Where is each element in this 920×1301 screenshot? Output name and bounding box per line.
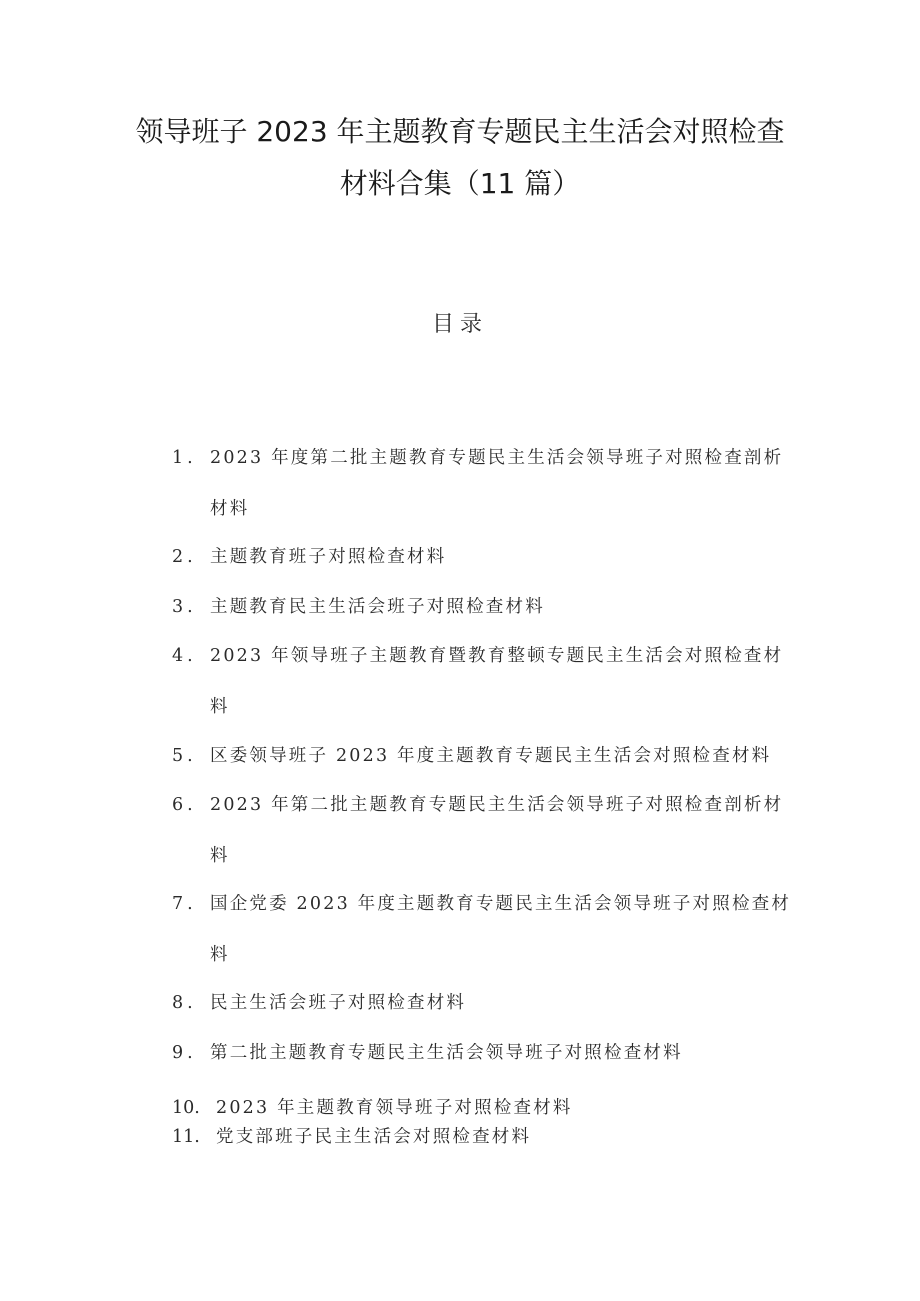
toc-item-number: 4.: [172, 646, 197, 666]
toc-item-text: 2023 年主题教育领导班子对照检查材料: [216, 1098, 573, 1118]
toc-item-text-continued: 料: [210, 846, 230, 866]
toc-item-2: [172, 546, 792, 568]
toc-item-text: 主题教育班子对照检查材料: [210, 547, 447, 567]
toc-item-number: 10.: [172, 1098, 200, 1118]
toc-item-number: 11.: [172, 1127, 200, 1147]
toc-item-text-continued: 材料: [210, 499, 250, 519]
toc-item-number: 8.: [172, 993, 197, 1013]
toc-item-11: [172, 1126, 792, 1148]
toc-item-text: 党支部班子民主生活会对照检查材料: [216, 1127, 532, 1147]
toc-item-text: 民主生活会班子对照检查材料: [210, 993, 467, 1013]
toc-item-number: 6.: [172, 795, 197, 815]
toc-item-7: [172, 893, 792, 966]
toc-item-4: [172, 645, 792, 718]
toc-item-9: [172, 1042, 792, 1064]
toc-item-text: 国企党委 2023 年度主题教育专题民主生活会领导班子对照检查材: [210, 894, 792, 914]
toc-item-number: 1.: [172, 448, 197, 468]
toc-item-text-continued: 料: [210, 697, 230, 717]
toc-item-number: 2.: [172, 547, 197, 567]
toc-item-5: [172, 745, 792, 767]
toc-item-text: 主题教育民主生活会班子对照检查材料: [210, 597, 545, 617]
document-title-line-2: 材料合集（11 篇）: [339, 167, 581, 200]
toc-item-8: [172, 992, 792, 1014]
toc-item-text: 2023 年第二批主题教育专题民主生活会领导班子对照检查剖析材: [210, 795, 784, 815]
toc-item-number: 3.: [172, 597, 197, 617]
toc-item-10: [172, 1097, 792, 1119]
toc-item-1: [172, 447, 792, 520]
toc-heading: 目录: [431, 312, 488, 337]
document-title-line-1: 领导班子 2023 年主题教育专题民主生活会对照检查: [135, 115, 785, 148]
toc-item-number: 9.: [172, 1043, 197, 1063]
toc-item-number: 5.: [172, 746, 197, 766]
toc-item-number: 7.: [172, 894, 197, 914]
toc-item-6: [172, 794, 792, 867]
toc-item-text: 2023 年度第二批主题教育专题民主生活会领导班子对照检查剖析: [210, 448, 784, 468]
toc-item-text-continued: 料: [210, 945, 230, 965]
toc-item-text: 2023 年领导班子主题教育暨教育整顿专题民主生活会对照检查材: [210, 646, 784, 666]
toc-item-3: [172, 596, 792, 618]
toc-item-text: 第二批主题教育专题民主生活会领导班子对照检查材料: [210, 1043, 683, 1063]
toc-item-text: 区委领导班子 2023 年度主题教育专题民主生活会对照检查材料: [210, 746, 772, 766]
